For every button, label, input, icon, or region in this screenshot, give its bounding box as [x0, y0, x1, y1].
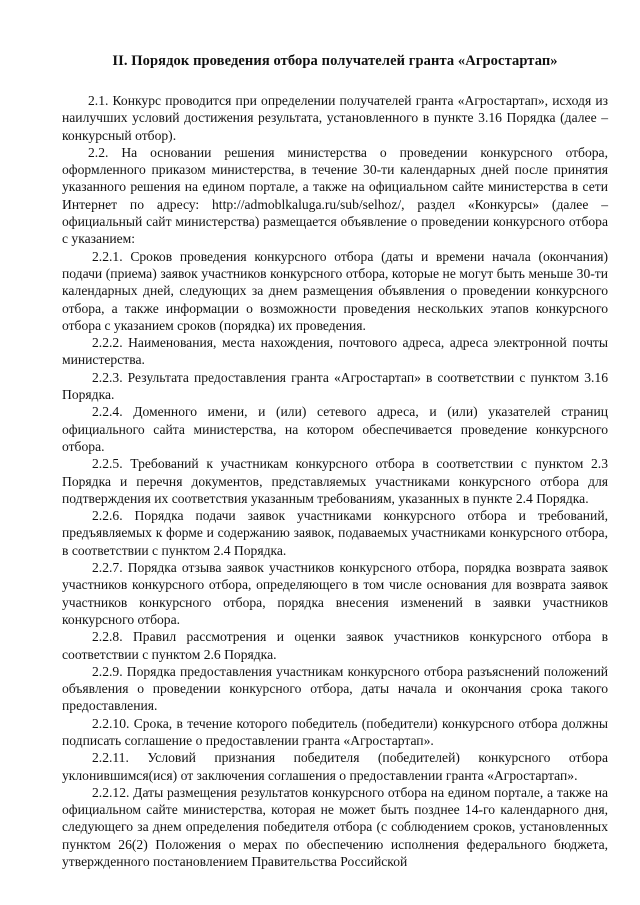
paragraph-2-2-7: 2.2.7. Порядка отзыва заявок участников конкурсного отбора, порядка возврата заявок участников конкурсного отбора, определяющего в том числе основания для возврата заявок участников конкурсного отбора, порядка внесения изменений в заявки участников конкурсного отбора. [62, 560, 608, 627]
section-title: II. Порядок проведения отбора получателей гранта «Агростартап» [112, 53, 558, 69]
paragraph-2-2-11: 2.2.11. Условий признания победителя (победителей) конкурсного отбора уклонившимся(ися) от заключения соглашения о предоставлении гранта «Агростартап». [62, 750, 608, 783]
paragraph-2-2-1: 2.2.1. Сроков проведения конкурсного отбора (даты и времени начала (окончания) подачи (приема) заявок участников конкурсного отбора, которые не могут быть меньше 30-ти календарных дней, следующих за днем размещения объявления о проведении конкурсного отбора, а также информации о возможности проведения нескольких этапов конкурсного отбора с указанием сроков (порядка) их проведения. [62, 248, 608, 333]
paragraph-2-2: 2.2. На основании решения министерства о проведении конкурсного отбора, оформленного приказом министерства, в течение 30-ти календарных дней после принятия указанного решения на едином портале, а также на официальном сайте министерства в сети Интернет по адресу: http://admoblkaluga.ru/sub/selhoz/, раздел «Конкурсы» (далее – официальный сайт министерства) размещается объявление о проведении конкурсного отбора с указанием: [62, 144, 608, 247]
paragraph-2-2-8: 2.2.8. Правил рассмотрения и оценки заявок участников конкурсного отбора в соответствии с пунктом 2.6 Порядка. [62, 629, 608, 662]
paragraph-2-2-6: 2.2.6. Порядка подачи заявок участниками конкурсного отбора и требований, предъявляемых к форме и содержанию заявок, подаваемых участниками конкурсного отбора, в соответствии с пунктом 2.4 Порядка. [62, 508, 608, 558]
paragraph-2-2-2: 2.2.2. Наименования, места нахождения, почтового адреса, адреса электронной почты министерства. [62, 335, 608, 368]
paragraph-2-2-5: 2.2.5. Требований к участникам конкурсного отбора в соответствии с пунктом 2.3 Порядка и перечня документов, представляемых участниками конкурсного отбора для подтверждения их соответствия указанным требованиям, указанных в пункте 2.4 Порядка. [62, 456, 608, 506]
paragraph-2-2-3: 2.2.3. Результата предоставления гранта «Агростартап» в соответствии с пунктом 3.16 Порядка. [62, 369, 608, 403]
paragraph-2-2-4: 2.2.4. Доменного имени, и (или) сетевого адреса, и (или) указателей страниц официального сайта министерства, на котором обеспечивается проведение конкурсного отбора. [62, 404, 608, 454]
paragraph-2-2-12: 2.2.12. Даты размещения результатов конкурсного отбора на едином портале, а также на официальном сайте министерства, которая не может быть позднее 14-го календарного дня, следующего за днем определения победителя отбора (с соблюдением сроков, установленных пунктом 26(2) Положения о мерах по обеспечению исполнения федерального бюджета, утвержденного постановлением Правительства Российской [62, 784, 608, 870]
document-page [62, 53, 608, 870]
paragraph-2-1: 2.1. Конкурс проводится при определении получателей гранта «Агростартап», исходя из наилучших условий достижения результата, установленного в пункте 3.16 Порядка (далее – конкурсный отбор). [62, 93, 608, 143]
paragraph-2-2-10: 2.2.10. Срока, в течение которого победитель (победители) конкурсного отбора должны подписать соглашение о предоставлении гранта «Агростартап». [62, 715, 608, 748]
paragraph-2-2-9: 2.2.9. Порядка предоставления участникам конкурсного отбора разъяснений положений объявления о проведении конкурсного отбора, даты начала и окончания срока такого предоставления. [62, 663, 608, 714]
